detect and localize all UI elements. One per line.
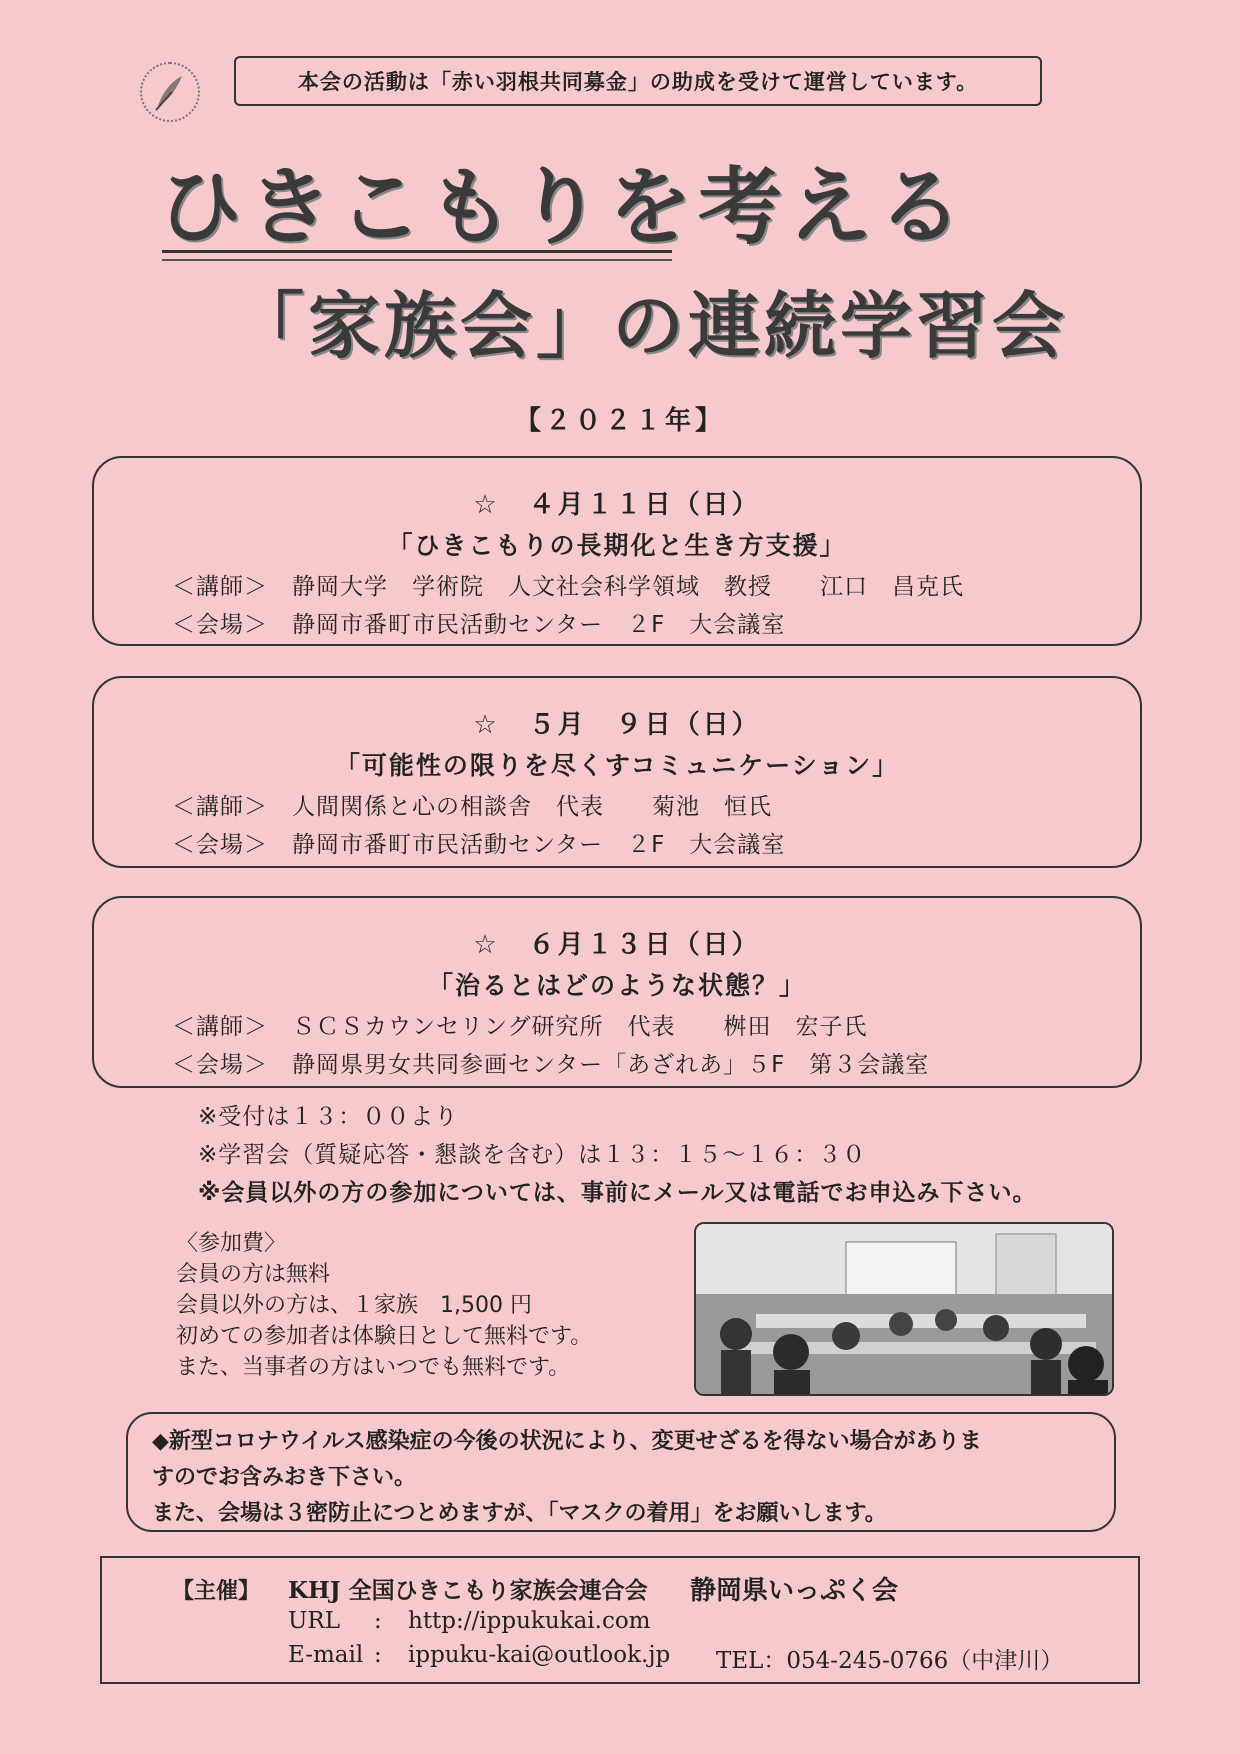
funding-notice: 本会の活動は「赤い羽根共同募金」の助成を受けて運営しています。 [234,56,1042,106]
fee-line: 初めての参加者は体験日として無料です。 [176,1324,593,1349]
organizer-label: 【主催】 [172,1579,261,1604]
main-title: ひきこもりを考える [158,158,969,256]
session-theme: 「可能性の限りを尽くすコミュニケーション」 [334,751,900,780]
session-theme: 「治るとはどのような状態？」 [427,971,806,1000]
session-card [92,676,1142,868]
session-venue: ＜会場＞ 静岡市番町市民活動センター ２F 大会議室 [172,612,786,638]
phone-number: TEL：054-245-0766（中津川） [716,1648,1064,1674]
note-study-time: ※学習会（質疑応答・懇談を含む）は１３：１５～１６：３０ [198,1142,867,1168]
organizer-box [100,1556,1140,1684]
seminar-photo [694,1222,1114,1396]
covid-line: ◆新型コロナウイルス感染症の今後の状況により、変更せざるを得ない場合がありま [152,1429,982,1454]
sub-title: 「家族会」の連続学習会 [232,284,1069,368]
email-key: E-mail [288,1642,364,1668]
note-application: ※会員以外の方の参加については、事前にメール又は電話でお申込み下さい。 [198,1180,1037,1206]
covid-notice [126,1412,1116,1532]
colon: : [374,1642,382,1668]
session-date: ☆ ５月 ９日（日） [473,710,761,740]
note-reception: ※受付は１３：００より [198,1104,459,1130]
fee-line: 会員以外の方は、１家族 1,500 円 [176,1293,532,1318]
covid-line: また、会場は３密防止につとめますが、「マスクの着用」をお願いします。 [152,1501,887,1526]
session-theme: 「ひきこもりの長期化と生き方支援」 [387,531,847,560]
fee-line: また、当事者の方はいつでも無料です。 [176,1355,571,1380]
fee-section [176,1228,696,1383]
covid-line: すのでお含みおき下さい。 [152,1465,417,1490]
session-date: ☆ ６月１３日（日） [473,930,761,960]
session-venue: ＜会場＞ 静岡市番町市民活動センター ２F 大会議室 [172,832,786,858]
year-label: 【２０２１年】 [514,406,725,436]
session-lecturer: ＜講師＞ 静岡大学 学術院 人文社会科学領域 教授 江口 昌克氏 [172,574,964,600]
session-lecturer: ＜講師＞ ＳＣＳカウンセリング研究所 代表 桝田 宏子氏 [172,1014,868,1040]
fee-heading: 〈参加費〉 [176,1231,287,1256]
schedule-notes [198,1098,1118,1212]
session-date: ☆ ４月１１日（日） [473,490,761,520]
url-link[interactable]: http://ippukukai.com [408,1608,651,1634]
url-key: URL [288,1608,340,1634]
session-card [92,896,1142,1088]
session-venue: ＜会場＞ 静岡県男女共同参画センター「あざれあ」５F 第３会議室 [172,1052,930,1078]
colon: : [374,1608,382,1634]
session-card [92,456,1142,646]
red-feather-icon [140,62,200,122]
title-underline [162,250,672,261]
organizer-local: 静岡県いっぷく会 [690,1576,899,1606]
organizer-federation: KHJ 全国ひきこもり家族会連合会 [288,1577,648,1604]
session-lecturer: ＜講師＞ 人間関係と心の相談舎 代表 菊池 恒氏 [172,794,772,820]
fee-line: 会員の方は無料 [176,1262,331,1287]
email-link[interactable]: ippuku-kai@outlook.jp [408,1642,671,1668]
